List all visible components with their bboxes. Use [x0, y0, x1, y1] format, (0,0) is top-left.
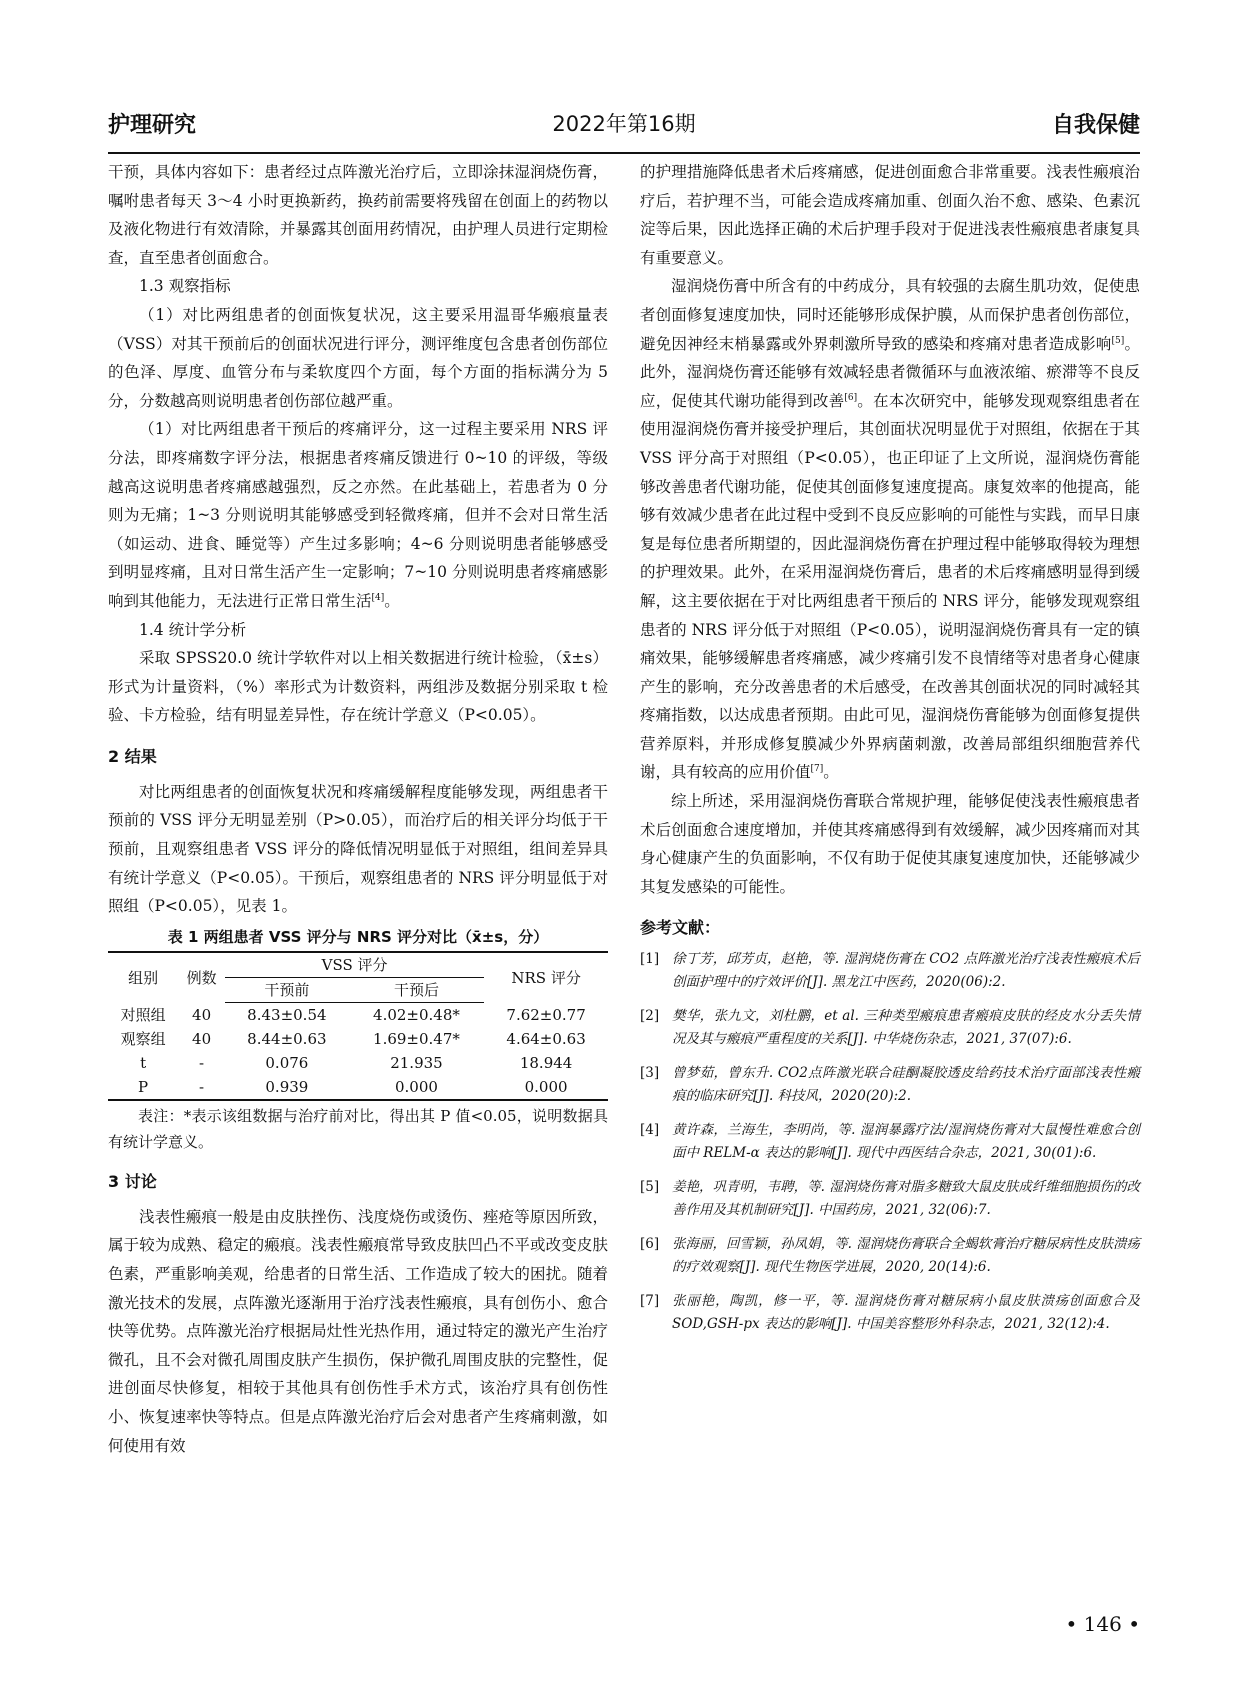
- table-row: [108, 1051, 608, 1075]
- paragraph-results: 对比两组患者的创面恢复状况和疼痛缓解程度能够发现，两组患者干预前的 VSS 评分无明显差别（P>0.05），而治疗后的相关评分均低于干预前，且观察组患者 VSS 评分的降低情况明显低于对照组，组间差异具有统计学意义（P<0.05）。干预后，观察组患者的 NRS 评分明显低于对照组（P<0.05），见表 1。: [108, 782, 608, 916]
- cell-before: 0.939: [225, 1075, 349, 1100]
- cell-nrs: 7.62±0.77: [506, 1005, 586, 1024]
- header-nrs: NRS 评分: [484, 952, 608, 1003]
- cell-after: 0.000: [349, 1075, 484, 1100]
- section-2-title: 2 结果: [108, 746, 157, 766]
- table-caption: 表 1 两组患者 VSS 评分与 NRS 评分对比（x̄±s，分）: [167, 927, 549, 946]
- paragraph-nrs-end: 。: [384, 591, 400, 610]
- header-group: 组别: [108, 952, 178, 1003]
- reference-number: [6]: [640, 1236, 660, 1253]
- header-after: 干预后: [349, 977, 484, 1002]
- reference-text: 樊华，张九文，刘杜鹏，et al. 三种类型瘢痕患者瘢痕皮肤的经皮水分丢失情况及其与瘢痕严重程度的关系[J]. 中华烧伤杂志，2021, 37(07):6.: [672, 1008, 1140, 1047]
- paragraph-nrs: [108, 415, 608, 615]
- reference-item: [640, 1119, 1140, 1164]
- reference-text: 黄许森，兰海生，李明尚，等. 湿润暴露疗法/湿润烧伤膏对大鼠慢性难愈合创面中 RELM-α 表达的影响[J]. 现代中西医结合杂志，2021, 30(01):6.: [672, 1122, 1140, 1161]
- cell-before: 8.44±0.63: [247, 1029, 327, 1048]
- header-vss: VSS 评分: [225, 952, 484, 978]
- paragraph-conclusion: 综上所述，采用湿润烧伤膏联合常规护理，能够促使浅表性瘢痕患者术后创面愈合速度增加，并使其疼痛感得到有效缓解，减少因疼痛而对其身心健康产生的负面影响，不仅有助于促使其康复速度加快，还能够减少其复发感染的可能性。: [640, 792, 1140, 896]
- paragraph-intervention: 干预，具体内容如下：患者经过点阵激光治疗后，立即涂抹湿润烧伤膏，嘱咐患者每天 3～4 小时更换新药，换药前需要将残留在创面上的药物以及液化物进行有效清除，并暴露其创面用药情况，由护理人员进行定期检查，直至患者创面愈合。: [108, 163, 608, 267]
- reference-text: 姜艳，巩青明，韦聘，等. 湿润烧伤膏对脂多糖致大鼠皮肤成纤维细胞损伤的改善作用及其机制研究[J]. 中国药房，2021, 32(06):7.: [672, 1179, 1140, 1218]
- reference-number: [7]: [640, 1293, 660, 1310]
- reference-text: 张海丽，回雪颖，孙凤娟，等. 湿润烧伤膏联合全蝎软膏治疗糖尿病性皮肤溃疡的疗效观察[J]. 现代生物医学进展，2020, 20(14):6.: [672, 1236, 1140, 1275]
- cell-group: 观察组: [120, 1030, 166, 1049]
- cell-nrs: 18.944: [519, 1053, 573, 1072]
- reference-text: 曾梦茹，曾东升. CO2点阵激光联合硅酮凝胶透皮给药技术治疗面部浅表性瘢痕的临床研究[J]. 科技风，2020(20):2.: [672, 1065, 1140, 1104]
- reference-text: 张丽艳，陶凯，修一平，等. 湿润烧伤膏对糖尿病小鼠皮肤溃疡创面愈合及 SOD,GSH-px 表达的影响[J]. 中国美容整形外科杂志，2021, 32(12):4.: [672, 1293, 1140, 1332]
- cell-count: 40: [192, 1005, 212, 1024]
- reference-item: [640, 1290, 1140, 1335]
- paragraph-discussion-cont: 的护理措施降低患者术后疼痛感，促进创面愈合非常重要。浅表性瘢痕治疗后，若护理不当，可能会造成疼痛加重、创面久治不愈、感染、色素沉淀等后果，因此选择正确的术后护理手段对于促进浅表性瘢痕患者康复具有重要意义。: [640, 163, 1140, 267]
- section-3-title: 3 讨论: [108, 1171, 157, 1191]
- cell-after: 1.69±0.47*: [373, 1029, 460, 1048]
- reference-number: [2]: [640, 1008, 660, 1025]
- paragraph-statistics: 采取 SPSS20.0 统计学软件对以上相关数据进行统计检验，（x̄±s）形式为计量资料，（%）率形式为计数资料，两组涉及数据分别采取 t 检验、卡方检验，结有明显差异性，存在统计学意义（P<0.05）。: [108, 649, 608, 725]
- reference-item: [640, 1062, 1140, 1107]
- issue-label: 2022年第16期: [552, 112, 696, 136]
- subsection-1-3-title: 1.3 观察指标: [139, 277, 231, 296]
- table-note: 表注：*表示该组数据与治疗前对比，得出其 P 值<0.05，说明数据具有统计学意义。: [108, 1106, 608, 1151]
- page-header: [108, 100, 1140, 154]
- reference-number: [4]: [640, 1122, 660, 1139]
- cell-nrs: 0.000: [484, 1075, 608, 1100]
- page-number: • 146 •: [1065, 1612, 1140, 1636]
- references-list: [640, 948, 1140, 1335]
- cell-group: P: [108, 1075, 178, 1100]
- paragraph-ointment-c: 。在本次研究中，能够发现观察组患者在使用湿润烧伤膏并接受护理后，其创面状况明显优于对照组，依据在于其 VSS 评分高于对照组（P<0.05），也正印证了上文所说，湿润烧伤膏能够改善患者代谢功能，促使其创面修复速度提高。康复效率的他提高，能够有效减少患者在此过程中受到不良反应影响的可能性与实践，而早日康复是每位患者所期望的，因此湿润烧伤膏在护理过程中能够取得较为理想的护理效果。此外，在采用湿润烧伤膏后，患者的术后疼痛感明显得到缓解，这主要依据在于对比两组患者干预后的 NRS 评分，能够发现观察组患者的 NRS 评分低于对照组（P<0.05），说明湿润烧伤膏具有一定的镇痛效果，能够缓解患者疼痛感，减少疼痛引发不良情绪等对患者身心健康产生的影响，充分改善患者的术后感受，在改善其创面状况的同时减轻其疼痛指数，以达成患者预期。由此可见，湿润烧伤膏能够为创面修复提供营养原料，并形成修复膜减少外界病菌刺激，改善局部组织细胞营养代谢，具有较高的应用价值: [640, 391, 1140, 782]
- cell-count: -: [199, 1053, 205, 1072]
- citation-5: [5]: [1111, 335, 1125, 346]
- reference-number: [5]: [640, 1179, 660, 1196]
- reference-text: 徐丁芳，邱芳贞，赵艳，等. 湿润烧伤膏在 CO2 点阵激光治疗浅表性瘢痕术后创面护理中的疗效评价[J]. 黑龙江中医药，2020(06):2.: [672, 951, 1140, 990]
- left-column: [108, 158, 608, 1460]
- paragraph-discussion: 浅表性瘢痕一般是由皮肤挫伤、浅度烧伤或烫伤、痤疮等原因所致，属于较为成熟、稳定的瘢痕。浅表性瘢痕常导致皮肤凹凸不平或改变皮肤色素，严重影响美观，给患者的日常生活、工作造成了较大的困扰。随着激光技术的发展，点阵激光逐渐用于治疗浅表性瘢痕，具有创伤小、愈合快等优势。点阵激光治疗根据局灶性光热作用，通过特定的激光产生治疗微孔，且不会对微孔周围皮肤产生损伤，保护微孔周围皮肤的完整性，促进创面尽快修复，相较于其他具有创伤性手术方式，该治疗具有创伤性小、恢复速率快等特点。但是点阵激光治疗后会对患者产生疼痛刺激，如何使用有效: [108, 1207, 608, 1455]
- table-row: [108, 1075, 608, 1100]
- cell-before: 8.43±0.54: [247, 1005, 327, 1024]
- right-column: [640, 158, 1140, 1347]
- reference-item: [640, 948, 1140, 993]
- results-table: [108, 951, 608, 1101]
- paragraph-vss: （1）对比两组患者的创面恢复状况，这主要采用温哥华瘢痕量表（VSS）对其干预前后的创面状况进行评分，测评维度包含患者创伤部位的色泽、厚度、血管分布与柔软度四个方面，每个方面的指标满分为 5 分，分数越高则说明患者创伤部位越严重。: [108, 305, 608, 410]
- reference-item: [640, 1005, 1140, 1050]
- cell-nrs: 4.64±0.63: [506, 1029, 586, 1048]
- reference-item: [640, 1233, 1140, 1278]
- table-row: [108, 1027, 608, 1051]
- cell-after: 4.02±0.48*: [373, 1005, 460, 1024]
- paragraph-ointment-b: 。此外，湿润烧伤膏还能够有效减轻患者微循环与血液浓缩、瘀滞等不良反应，促使其代谢功能得到改善: [640, 334, 1140, 410]
- paragraph-ointment: [640, 272, 1140, 787]
- reference-number: [3]: [640, 1065, 660, 1082]
- reference-number: [1]: [640, 951, 660, 968]
- citation-6: [6]: [844, 392, 858, 403]
- citation-7: [7]: [810, 764, 824, 775]
- cell-after: 21.935: [390, 1053, 443, 1072]
- subsection-1-4-title: 1.4 统计学分析: [139, 620, 247, 639]
- cell-group: 对照组: [120, 1006, 166, 1025]
- journal-section: 护理研究: [108, 113, 197, 138]
- table-row: [108, 1002, 608, 1027]
- header-count: 例数: [178, 952, 225, 1003]
- citation-4: [4]: [371, 592, 385, 603]
- references-title: 参考文献：: [640, 918, 721, 938]
- cell-before: 0.076: [265, 1053, 309, 1072]
- paragraph-nrs-text: （1）对比两组患者干预后的疼痛评分，这一过程主要采用 NRS 评分法，即疼痛数字评分法，根据患者疼痛反馈进行 0~10 的评级，等级越高这说明患者疼痛感越强烈，反之亦然。在此基础上，若患者为 0 分则为无痛；1~3 分则说明其能够感受到轻微疼痛，但并不会对日常生活（如运动、进食、睡觉等）产生过多影响；4~6 分则说明患者能够感受到明显疼痛，且对日常生活产生一定影响；7~10 分则说明患者疼痛感影响到其他能力，无法进行正常日常生活: [108, 420, 608, 610]
- cell-count: 40: [192, 1029, 212, 1048]
- cell-count: -: [178, 1075, 225, 1100]
- cell-group: t: [140, 1053, 147, 1072]
- paragraph-ointment-a: 湿润烧伤膏中所含有的中药成分，具有较强的去腐生肌功效，促使患者创面修复速度加快，同时还能够形成保护膜，从而保护患者创伤部位，避免因神经末梢暴露或外界刺激所导致的感染和疼痛对患者造成影响: [640, 277, 1140, 353]
- reference-item: [640, 1176, 1140, 1221]
- header-before: 干预前: [225, 977, 349, 1002]
- paragraph-ointment-d: 。: [823, 763, 839, 782]
- journal-name: 自我保健: [1051, 113, 1140, 138]
